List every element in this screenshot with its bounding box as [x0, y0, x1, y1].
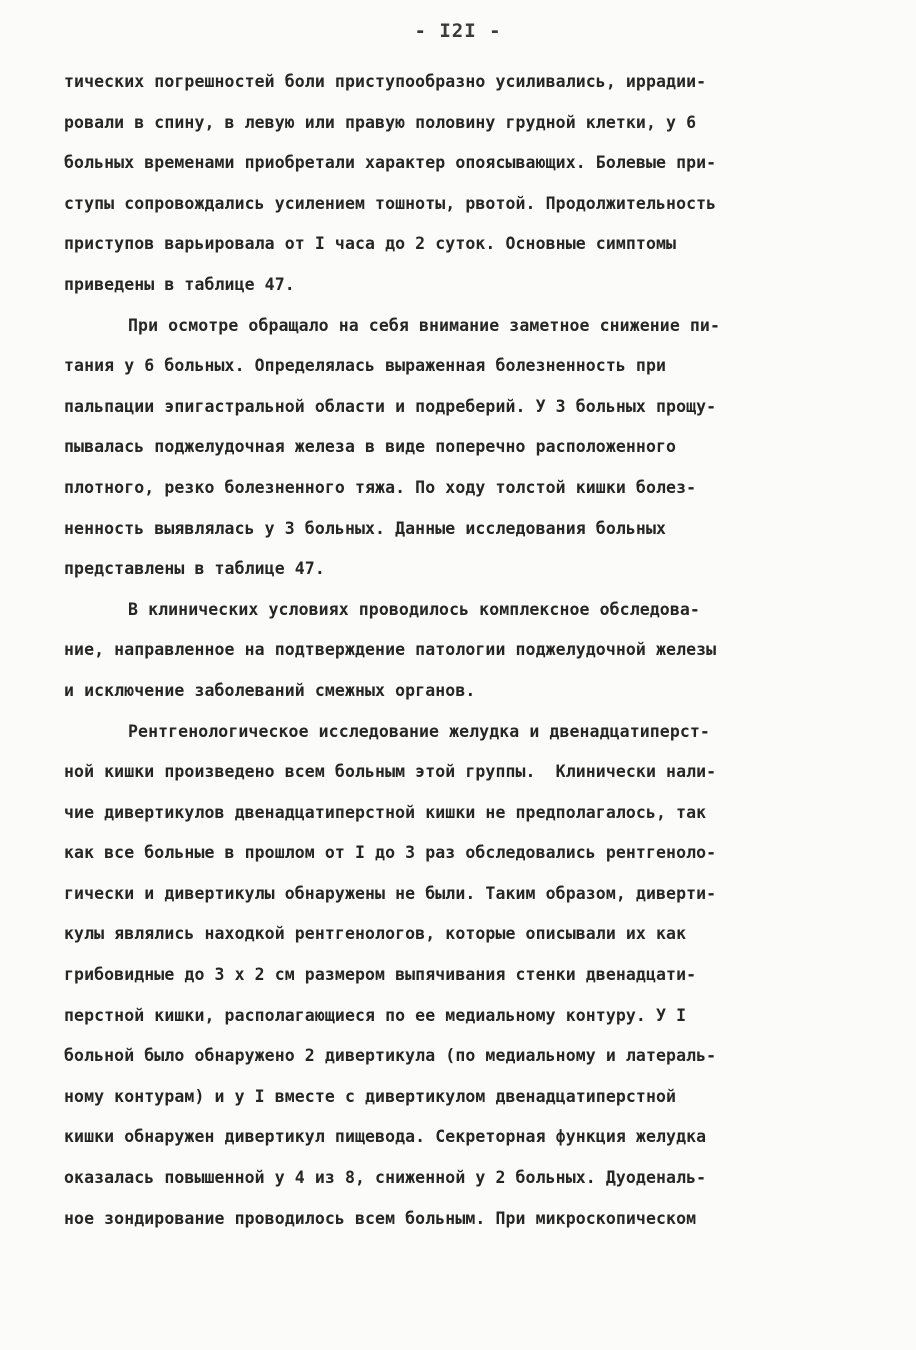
text-line: грибовидные до 3 х 2 см размером выпячивания стенки двенадцати- — [64, 965, 697, 985]
text-line: приступов варьировала от I часа до 2 суток. Основные симптомы — [64, 234, 677, 254]
text-line: ступы сопровождались усилением тошноты, рвотой. Продолжительность — [64, 193, 717, 213]
text-line: больной было обнаружено 2 дивертикула (по медиальному и латераль- — [64, 1046, 717, 1066]
text-line: тания у 6 больных. Определялась выраженная болезненность при — [64, 356, 667, 376]
text-line: пывалась поджелудочная железа в виде поперечно расположенного — [64, 437, 677, 457]
text-line: представлены в таблице 47. — [64, 559, 325, 579]
text-line: ровали в спину, в левую или правую половину грудной клетки, у 6 — [64, 112, 697, 132]
body-text — [64, 62, 864, 1239]
page-number: - I2I - — [414, 20, 502, 42]
paragraph-first-line: В клинических условиях проводилось комплексное обследова- — [128, 599, 700, 619]
text-line: ное зондирование проводилось всем больным. При микроскопическом — [64, 1208, 697, 1228]
text-line: ному контурам) и у I вместе с дивертикулом двенадцатиперстной — [64, 1086, 677, 1106]
text-line: тических погрешностей боли приступообразно усиливались, иррадии- — [64, 72, 707, 91]
text-line: как все больные в прошлом от I до 3 раз обследовались рентгеноло- — [64, 843, 717, 863]
text-line: больных временами приобретали характер опоясывающих. Болевые при- — [64, 153, 717, 173]
text-line: перстной кишки, располагающиеся по ее медиальному контуру. У I — [64, 1005, 687, 1025]
text-line: кулы являлись находкой рентгенологов, которые описывали их как — [64, 924, 687, 944]
text-line: плотного, резко болезненного тяжа. По ходу толстой кишки болез- — [64, 477, 697, 497]
text-line: приведены в таблице 47. — [64, 274, 295, 294]
text-line: ной кишки произведено всем больным этой группы. Клинически нали- — [64, 762, 717, 782]
text-line: и исключение заболеваний смежных органов. — [64, 680, 476, 700]
text-line: пальпации эпигастральной области и подреберий. У 3 больных прощу- — [64, 396, 717, 416]
paragraph-first-line: При осмотре обращало на себя внимание заметное снижение пи- — [128, 315, 720, 335]
text-line: ненность выявлялась у 3 больных. Данные исследования больных — [64, 518, 667, 538]
text-line: оказалась повышенной у 4 из 8, сниженной у 2 больных. Дуоденаль- — [64, 1168, 707, 1188]
paragraph-first-line: Рентгенологическое исследование желудка и двенадцатиперст- — [128, 721, 710, 741]
text-line: ние, направленное на подтверждение патологии поджелудочной железы — [64, 640, 717, 660]
text-line: кишки обнаружен дивертикул пищевода. Секреторная функция желудка — [64, 1127, 707, 1147]
text-line: чие дивертикулов двенадцатиперстной кишки не предполагалось, так — [64, 802, 707, 822]
text-line: гически и дивертикулы обнаружены не были. Таким образом, диверти- — [64, 883, 717, 903]
